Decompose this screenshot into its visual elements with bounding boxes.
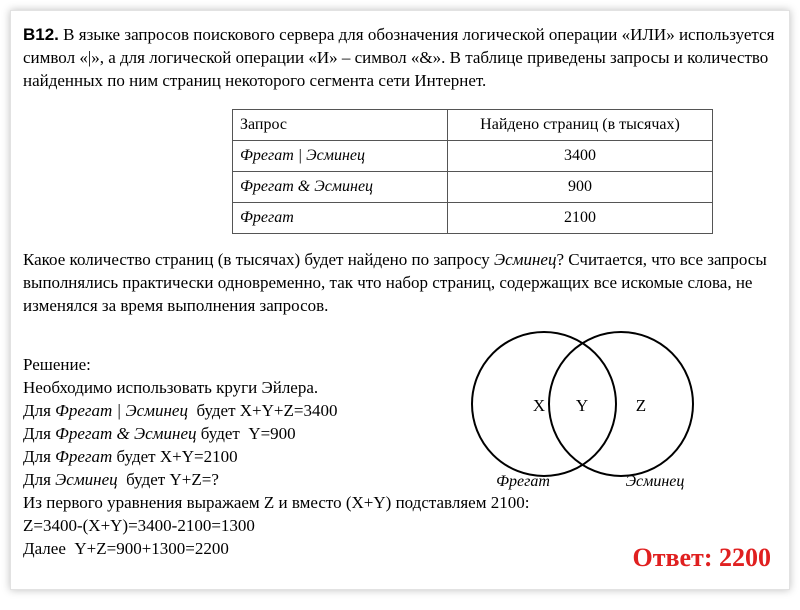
table-row (233, 141, 713, 172)
solution-term: Фрегат | Эсминец (55, 401, 188, 420)
region-z-label: Z (635, 396, 647, 415)
table-row (233, 203, 713, 234)
solution-text: будет X+Y+Z=3400 (187, 401, 338, 420)
solution-text: Для (23, 470, 56, 489)
answer-label: Ответ: (632, 543, 713, 572)
query-table (232, 109, 713, 234)
region-y-label: Y (575, 396, 589, 415)
region-x-label: X (532, 396, 546, 415)
question-term: Эсминец (493, 250, 557, 269)
right-circle-label: Эсминец (625, 473, 685, 490)
pages-cell: 900 (448, 172, 713, 203)
header-query: Запрос (233, 110, 448, 141)
query-cell: Фрегат (233, 203, 448, 234)
solution-term: Фрегат (55, 447, 113, 466)
solution-term: Фрегат & Эсминец (55, 424, 197, 443)
table-header-row (233, 110, 713, 141)
solution-title: Решение: (23, 355, 91, 374)
question-part: Какое количество страниц (в тысячах) будет найдено по запросу (23, 250, 494, 269)
question-text (23, 248, 783, 317)
problem-number: В12. (23, 25, 59, 44)
query-cell: Фрегат & Эсминец (233, 172, 448, 203)
solution-text: Для (23, 447, 56, 466)
circle-esminets (549, 332, 693, 476)
solution-line: Z=3400-(X+Y)=3400-2100=1300 (23, 516, 255, 535)
solution-line: Далее Y+Z=900+1300=2200 (23, 539, 229, 558)
problem-statement (23, 23, 783, 92)
slide (10, 10, 790, 590)
solution-text: будет Y+Z=? (117, 470, 219, 489)
answer (632, 543, 771, 573)
table-row (233, 172, 713, 203)
solution-term: Эсминец (55, 470, 118, 489)
euler-diagram (461, 329, 721, 499)
pages-cell: 3400 (448, 141, 713, 172)
header-pages: Найдено страниц (в тысячах) (448, 110, 713, 141)
query-cell: Фрегат | Эсминец (233, 141, 448, 172)
solution-line: Необходимо использовать круги Эйлера. (23, 378, 319, 397)
solution-text: будет X+Y=2100 (112, 447, 238, 466)
solution-text: Для (23, 401, 56, 420)
answer-value: 2200 (719, 543, 771, 572)
solution-text: будет Y=900 (196, 424, 296, 443)
solution-line: Из первого уравнения выражаем Z и вместо (X+Y) подставляем 2100: (23, 493, 530, 512)
problem-text: В языке запросов поискового сервера для обозначения логической операции «ИЛИ» используется символ «|», а для логической операции «И» – символ «&». В таблице приведены запросы и количество найденных по ним страниц некоторого сегмента сети Интернет. (23, 25, 775, 90)
left-circle-label: Фрегат (496, 473, 550, 490)
pages-cell: 2100 (448, 203, 713, 234)
question-part: ? Считается, что все запросы выполнялись практически одновременно, так что набор страниц, содержащих все искомые слова, не изменялся за время выполнения запросов. (23, 250, 767, 315)
solution-text: Для (23, 424, 56, 443)
